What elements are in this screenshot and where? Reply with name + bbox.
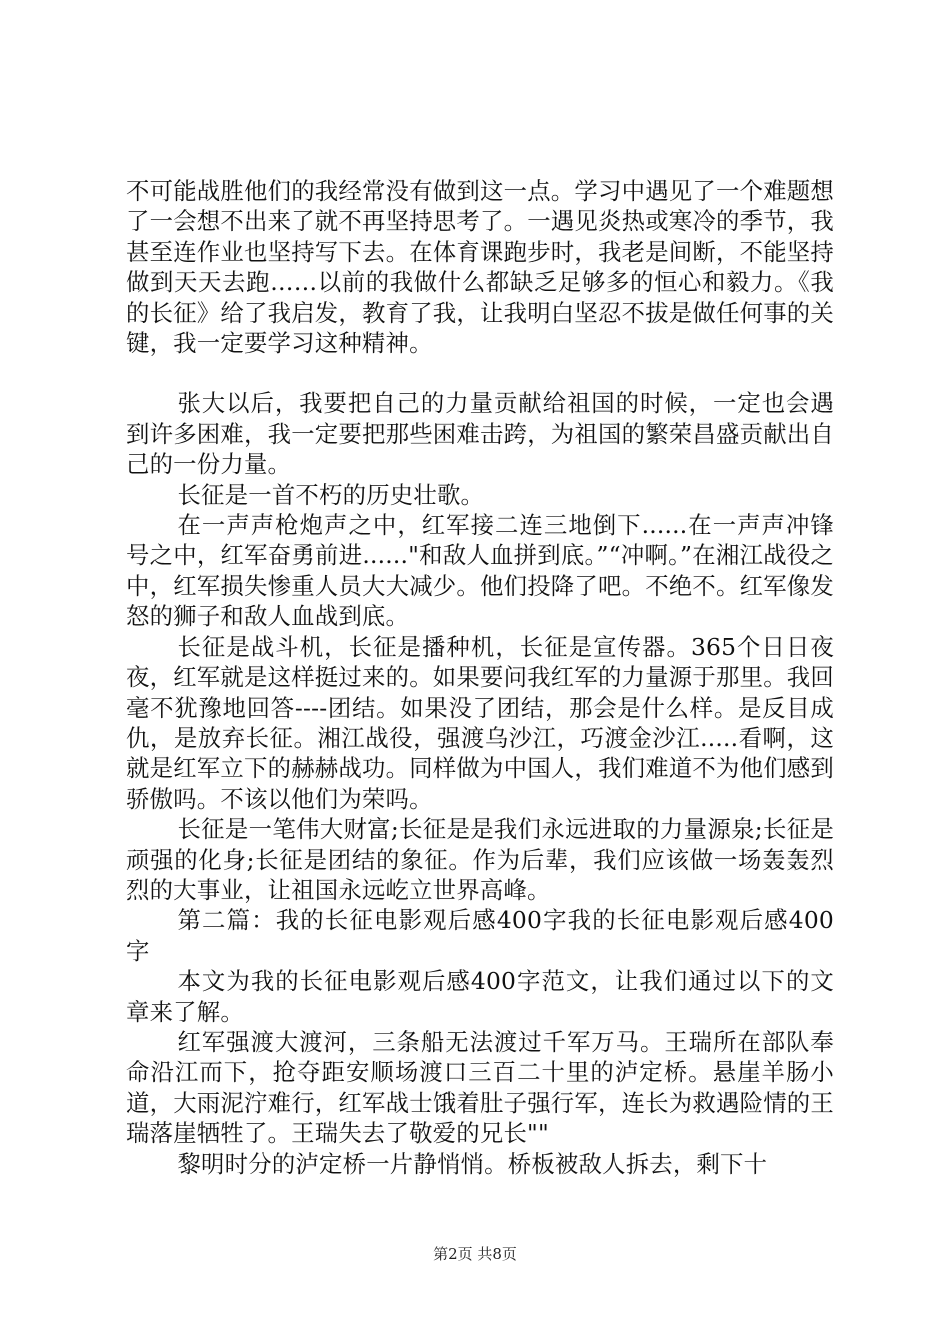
paragraph: 张大以后，我要把自己的力量贡献给祖国的时候，一定也会遇到许多困难，我一定要把那些困难击跨，为祖国的繁荣昌盛贡献出自己的一份力量。 — [126, 389, 834, 479]
paragraph: 红军强渡大渡河，三条船无法渡过千军万马。王瑞所在部队奉命沿江而下，抢夺距安顺场渡口三百二十里的泸定桥。悬崖羊肠小道，大雨泥泞难行，红军战士饿着肚子强行军，连长为救遇险情的王瑞落崖牺牲了。王瑞失去了敬爱的兄长"" — [126, 1027, 834, 1148]
paragraph: 长征是一首不朽的历史壮歌。 — [177, 480, 485, 509]
paragraph: 长征是战斗机，长征是播种机，长征是宣传器。365个日日夜夜，红军就是这样挺过来的。如果要问我红军的力量源于那里。我回毫不犹豫地回答----团结。如果没了团结，那会是什么样。是反目成仇，是放弃长征。湘江战役，强渡乌沙江，巧渡金沙江.....看啊，这就是红军立下的赫赫战功。同样做为中国人，我们难道不为他们感到骄傲吗。不该以他们为荣吗。 — [126, 632, 834, 813]
paragraph-continuation: 不可能战胜他们的我经常没有做到这一点。学习中遇见了一个难题想了一会想不出来了就不再坚持思考了。一遇见炎热或寒冷的季节，我甚至连作业也坚持写下去。在体育课跑步时，我老是间断，不能坚持做到天天去跑……以前的我做什么都缺乏足够多的恒心和毅力。《我的长征》给了我启发，教育了我，让我明白坚忍不拔是做任何事的关键，我一定要学习这种精神。 — [126, 177, 834, 358]
paragraph: 本文为我的长征电影观后感400字范文，让我们通过以下的文章来了解。 — [126, 967, 834, 1026]
page-number: 第2页 共8页 — [433, 1245, 517, 1263]
paragraph: 在一声声枪炮声之中，红军接二连三地倒下......在一声声冲锋号之中，红军奋勇前进......"和敌人血拼到底。”“冲啊。”在湘江战役之中，红军损失惨重人员大大减少。他们投降了吧。不绝不。红军像发怒的狮子和敌人血战到底。 — [126, 511, 834, 631]
paragraph: 长征是一笔伟大财富;长征是是我们永远进取的力量源泉;长征是顽强的化身;长征是团结的象征。作为后辈，我们应该做一场轰轰烈烈的大事业，让祖国永远屹立世界高峰。 — [126, 815, 834, 904]
section-heading: 第二篇：我的长征电影观后感400字我的长征电影观后感400字 — [126, 906, 834, 965]
paragraph: 黎明时分的泸定桥一片静悄悄。桥板被敌人拆去，剩下十 — [177, 1149, 768, 1178]
body-text — [126, 176, 834, 1179]
